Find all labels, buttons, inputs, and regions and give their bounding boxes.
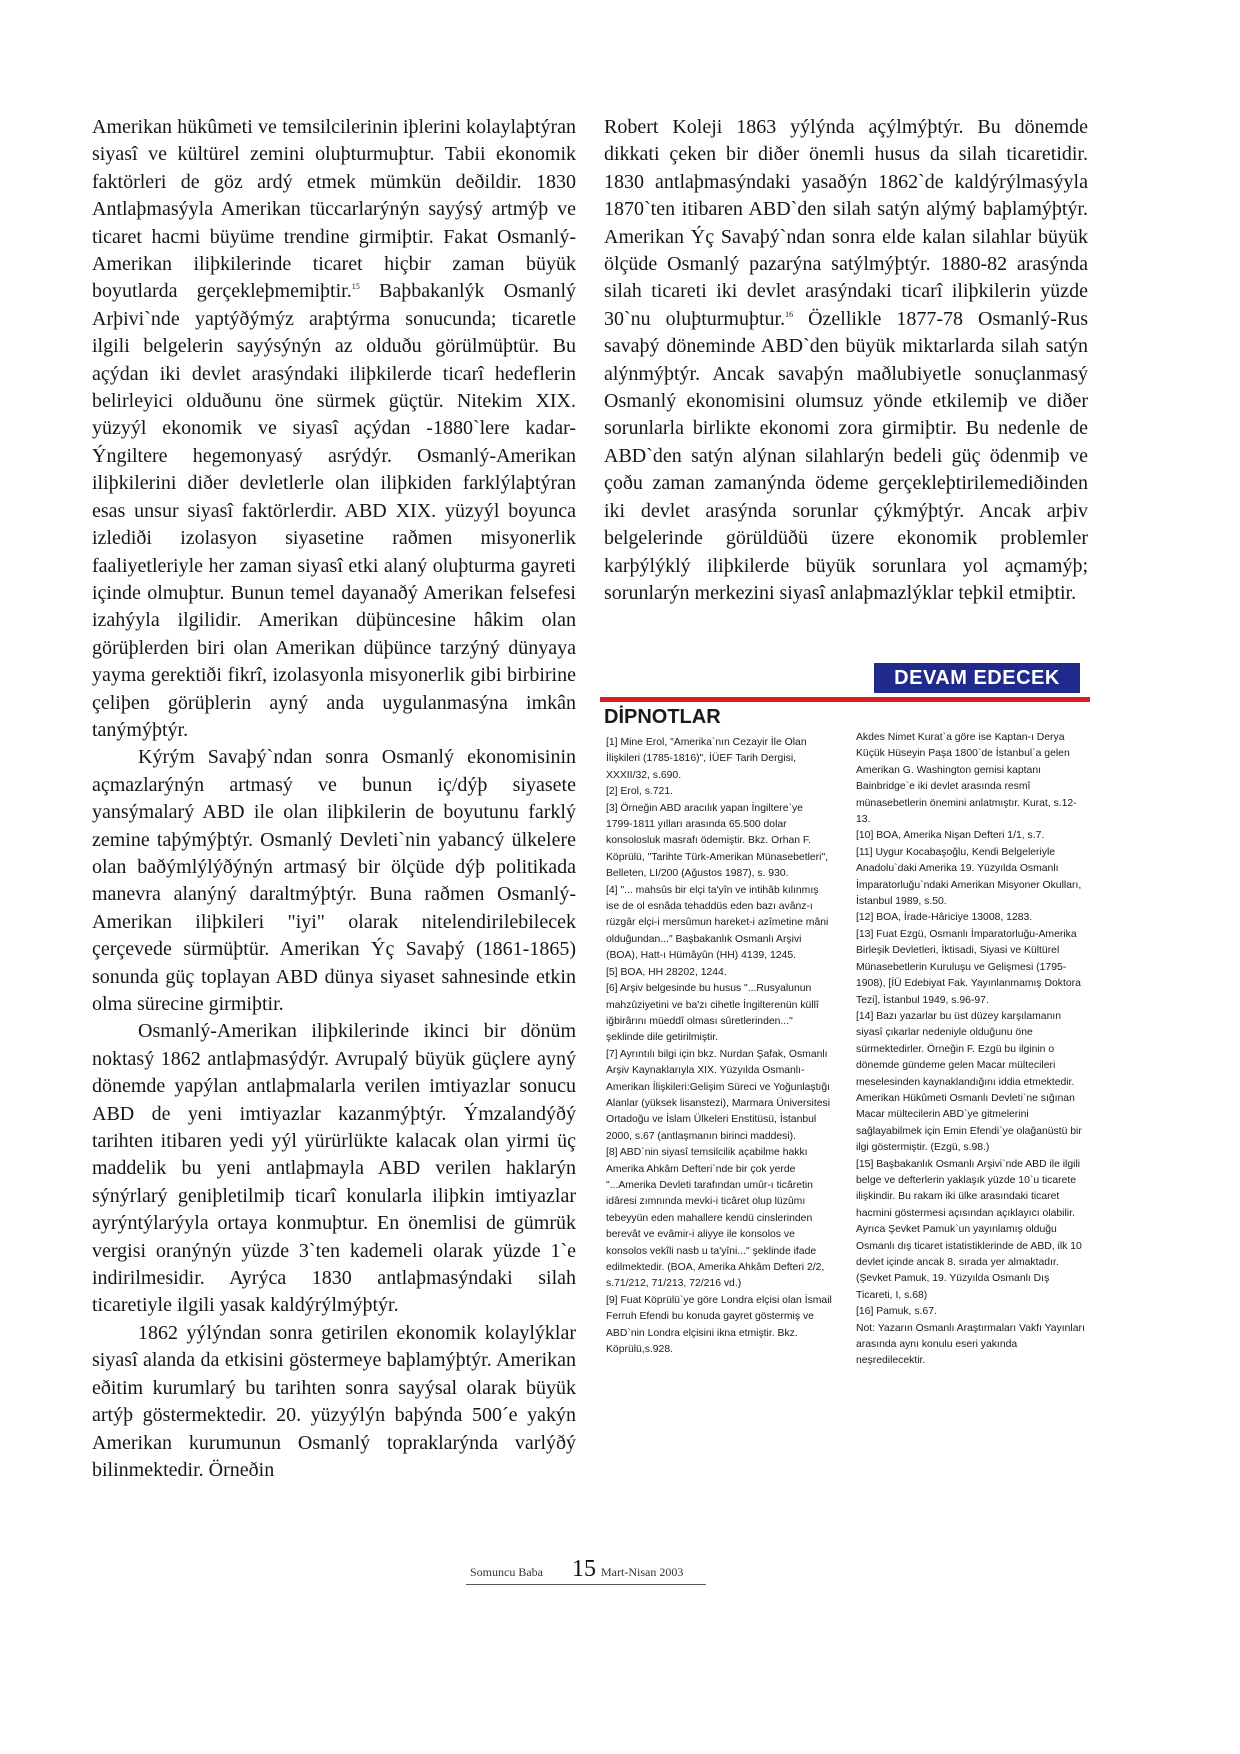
footnotes-heading: DİPNOTLAR bbox=[604, 706, 721, 728]
footer-issue-date: Mart-Nisan 2003 bbox=[601, 1565, 684, 1579]
footnote-item: [5] BOA, HH 28202, 1244. bbox=[606, 966, 727, 978]
page-number: 15 bbox=[572, 1556, 596, 1582]
article-paragraph-4: 1862 yýlýndan sonra getirilen ekonomik kolaylýklar siyasî alanda da etkisini göstermeye baþlamýþtýr. Amerikan eðitim kurumlarý bu tarihten sonra sayýsal olarak büyük artýþ göstermektedir. 20. yüzyýlýn baþýnda 500´e yakýn Amerikan kurumunun Osmanlý topraklarýnda varlýðý bilinmektedir. Örneðin bbox=[92, 1321, 576, 1481]
section-divider bbox=[600, 697, 1090, 702]
footnote-item: [15] Başbakanlık Osmanlı Arşivi`nde ABD ile ilgili belge ve defterlerin yaklaşık yüzde 10`u ticarete ilişkindir. Bu rakam iki ülke arasındaki ticaret hacmini göstermesi açısından açıklayıcı olabilir. Ayrıca Şevket Pamuk`un yayınlamış olduğu Osmanlı dış ticaret istatistiklerinde de ABD, ilk 10 devlet içinde ancak 8. sırada yer almaktadır. (Şevket Pamuk, 19. Yüzyılda Osmanlı Dış Ticareti, I, s.68) bbox=[856, 1158, 1082, 1301]
footer-magazine-name: Somuncu Baba bbox=[470, 1565, 543, 1579]
article-paragraph-1 bbox=[92, 114, 576, 744]
footnote-item: [8] ABD`nin siyasî temsilcilik açabilme hakkı Amerika Ahkâm Defteri`nde bir çok yerde bbox=[606, 1147, 808, 1175]
continued-banner: DEVAM EDECEK bbox=[874, 663, 1080, 693]
paragraph-1-text: Amerikan hükûmeti ve temsilcilerinin iþlerini kolaylaþtýran siyasî ve kültürel zemini oluþturmuþtur. Tabii ekonomik faktörleri de göz ardý etmek mümkün deðildir. 1830 Antlaþmasýyla Amerikan tüccarlarýnýn sayýsý artmýþ ve ticaret hacmi büyüme trendine girmiþtir. Fakat Osmanlý-Amerikan iliþkilerinde ticaret hiçbir zaman büyük boyutlarda gerçekleþmemiþtir. bbox=[92, 116, 576, 303]
footnote-ref-15[interactable]: 15 bbox=[351, 282, 360, 292]
footnote-item: [4] "... mahsûs bir elçi ta'yîn ve intihâb kılınmış ise de ol esnâda tehaddüs eden bazı avânz-ı rüzgâr elçi-i mersûmun hareket-i azîmetine mâni olduğundan..." Başbakanlık Osmanlı Arşivi (BOA), Hatt-ı Hümâyûn (HH) 4139, 1245. bbox=[606, 884, 829, 962]
footnote-item: Not: Yazarın Osmanlı Araştırmaları Vakfı Yayınları arasında aynı konulu eseri yakında neşredilecektir. bbox=[856, 1322, 1085, 1367]
footnote-item: [9] Fuat Köprülü`ye göre Londra elçisi olan İsmail Ferruh Efendi bu konuda gayret göstermiş ve ABD`nin Londra elçisini ikna etmiştir. Bkz. Köprülü,s.928. bbox=[606, 1294, 832, 1356]
footer-rule bbox=[466, 1584, 706, 1585]
article-paragraph-3: Osmanlý-Amerikan iliþkilerinde ikinci bir dönüm noktasý 1862 antlaþmasýdýr. Avrupalý büyük güçlere ayný dönemde yapýlan antlaþmalarla verilen imtiyazlar sonucu ABD de yeni imtiyazlar kazanmýþtýr. Ýmzalandýðý tarihten itibaren yedi yýl yürürlükte kalacak olan yirmi üç maddelik bu yeni antlaþmayla ABD verilen haklarýn sýnýrlarý geniþletilmiþ ticarî konularla iliþkin imtiyazlar ayrýntýlarýyla ortaya konmuþtur. En önemlisi de gümrük vergisi oranýnýn yüzde 3`ten kademeli olarak yüzde 1`e indirilmesidir. Ayrýca 1830 antlaþmasýndaki silah ticaretiyle ilgili yasak kaldýrýlmýþtýr. bbox=[92, 1020, 576, 1317]
footnote-item: [6] Arşiv belgesinde bu husus "...Rusyalunun mahzûziyetini ve ba'zı cihetle İngilterenün küllî iğbirârını müeddî olması sûretlerinden..." şeklinde dile getirilmiştir. bbox=[606, 983, 819, 1044]
footnote-item: [12] BOA, İrade-Hâriciye 13008, 1283. bbox=[856, 912, 1033, 924]
paragraph-5-text: Robert Koleji 1863 yýlýnda açýlmýþtýr. Bu dönemde dikkati çeken bir diðer önemli husus da silah ticaretidir. 1830 antlaþmasýndaki yasaðýn 1862`de kaldýrýlmasýyla 1870`ten itibaren ABD`den silah satýn alýmý baþlamýþtýr. Amerikan Ýç Savaþý`ndan sonra elde kalan silahlar büyük ölçüde Osmanlý pazarýna satýlmýþtýr. 1880-82 arasýnda silah ticareti iki devlet arasýndaki ticarî iliþkilerin yüzde 30`nu oluþturmuþtur. bbox=[604, 116, 1088, 330]
footnote-item: [16] Pamuk, s.67. bbox=[856, 1306, 937, 1318]
paragraph-1-continuation: Baþbakanlýk Osmanlý Arþivi`nde yaptýðýmýz araþtýrma sonucunda; ticaretle ilgili belgelerin sayýsýnýn az olduðu görülmüþtür. Bu açýdan iki devlet arasýndaki iliþkilerde ticarî hedeflerin belirleyici olduðunu öne sürmek güçtür. Nitekim XIX. yüzyýl ekonomik ve siyasî açýdan -1880`lere kadar- Ýngiltere hegemonyasý asrýdýr. Osmanlý-Amerikan iliþkilerini diðer devletlerle olan iliþkiden farklýlaþtýran esas unsur siyasî faktörlerdir. ABD XIX. yüzyýl boyunca izlediði izolasyon siyasetine raðmen misyonerlik faaliyetleriyle her zaman siyasî etki alaný oluþturma gayreti içinde olmuþtur. Bunun temel dayanaðý Amerikan felsefesi izahýyla ilgilidir. Amerikan düþüncesine hâkim olan görüþlerden biri olan Amerikan düþünce tarzýný dünyaya yayma gerektiði fikrî, izolasyonla misyonerlik gibi birbirine çeliþen görüþlerin ayný anda uygulanmasýna imkân tanýmýþtýr. bbox=[92, 280, 576, 741]
article-paragraph-5 bbox=[604, 114, 1088, 607]
footnote-item: "...Amerika Devleti tarafından umûr-ı ticâretin idâresi zımnında mevki-i ticâret olup lüzûmı tebeyyün eden mahallere kendü cinslerinden berevât ve evâmir-i aliyye ile konsolos ve konsolos vekîli nasb u ta'yîni..." şeklinde ifade edilmektedir. (BOA, Amerika Ahkâm Defteri 2/2, s.71/212, 71/213, 72/216 vd.) bbox=[606, 1179, 825, 1290]
footnote-item: Akdes Nimet Kurat`a göre ise Kaptan-ı Derya Küçük Hüseyin Paşa 1800`de İstanbul`a gelen Amerikan G. Washington gemisi kaptanı Bainbridge`e iki devlet arasında resmî münasebetlerin önemini anlatmıştır. Kurat, s.12-13. bbox=[856, 732, 1077, 826]
footnote-item: [1] Mine Erol, "Amerika`nın Cezayir İle Olan İlişkileri (1785-1816)", İÜEF Tarih Dergisi, XXXII/32, s.690. bbox=[606, 737, 807, 781]
article-left-column bbox=[92, 114, 576, 1484]
footnote-item: [11] Uygur Kocabaşoğlu, Kendi Belgeleriyle Anadolu`daki Amerika 19. Yüzyılda Osmanlı İmparatorluğu`ndaki Amerikan Misyoner Okulları, İstanbul 1989, s.50. bbox=[856, 846, 1082, 908]
footnote-item: [14] Bazı yazarlar bu üst düzey karşılamanın siyasî çıkarlar nedeniyle olduğunu öne sürmektedirler. Örneğin F. Ezgü bu ilginin o dönemde gündeme gelen Macar mültecileri meselesinden kaynaklandığını iddia etmektedir. Amerikan Hükûmeti Osmanlı Devleti`ne sığınan Macar mültecilerin ABD`ye gitmelerini sağlayabilmek için Emin Efendi`ye olağanüstü bir ilgi göstermiştir. (Ezgü, s.98.) bbox=[856, 1010, 1082, 1154]
footnotes-column-1 bbox=[606, 735, 832, 1358]
footnote-item: [7] Ayrıntılı bilgi için bkz. Nurdan Şafak, Osmanlı Arşiv Kaynaklarıyla XIX. Yüzyılda Osmanlı-Amerikan İlişkileri:Gelişim Süreci ve Yoğunlaştığı Alanlar (yüksek lisanstezi), Marmara Üniversitesi Ortadoğu ve İslam Ülkeleri Enstitüsü, İstanbul 2000, s.67 (antlaşmanın birinci maddesi). bbox=[606, 1048, 831, 1142]
article-right-column bbox=[604, 114, 1088, 607]
footnote-item: [10] BOA, Amerika Nişan Defteri 1/1, s.7. bbox=[856, 830, 1045, 842]
paragraph-5-continuation: Özellikle 1877-78 Osmanlý-Rus savaþý döneminde ABD`den büyük miktarlarda silah satýn alýnmýþtýr. Ancak savaþýn maðlubiyetle sonuçlanmasý Osmanlý ekonomisini olumsuz yönde etkilemiþ ve diðer sorunlarla birlikte ekonomi zora girmiþtir. Bu nedenle de ABD`den satýn alýnan silahlarýn bedeli güç ödenmiþ ve çoðu zaman zamanýnda ödeme gerçekleþtirilemediðinden iki devlet arasýnda sorunlar çýkmýþtýr. Ancak arþiv belgelerinde görüldüðü üzere ekonomik problemler karþýlýklý iliþkilerde büyük sorunlara yol açmamýþ; sorunlarýn merkezini siyasî anlaþmazlýklar teþkil etmiþtir. bbox=[604, 307, 1088, 604]
footnote-item: [2] Erol, s.721. bbox=[606, 786, 673, 798]
article-paragraph-2: Kýrým Savaþý`ndan sonra Osmanlý ekonomisinin açmazlarýnýn artmasý ve bunun iç/dýþ siyasete yansýmalarý ABD ile olan iliþkilerin de boyutunu farklý zemine taþýmýþtýr. Osmanlý Devleti`nin yabancý ülkelere olan baðýmlýlýðýnýn artmasý bir ölçüde dýþ politikada manevra alanýný daraltmýþtýr. Buna raðmen Osmanlý-Amerikan iliþkileri "iyi" olarak nitelendirilebilecek çerçevede sürmüþtür. Amerikan Ýç Savaþý (1861-1865) sonunda güç toplayan ABD dünya siyaset sahnesinde etkin olma sürecine girmiþtir. bbox=[92, 746, 576, 1015]
footnote-item: [3] Örneğin ABD aracılık yapan İngiltere`ye 1799-1811 yılları arasında 65.500 dolar konsolosluk masrafı ödemiştir. Bkz. Orhan F. Köprülü, "Tarihte Türk-Amerikan Münasebetleri", Belleten, LI/200 (Ağustos 1987), s. 930. bbox=[606, 802, 829, 880]
footnote-item: [13] Fuat Ezgü, Osmanlı İmparatorluğu-Amerika Birleşik Devletleri, İktisadi, Siyasi ve Kültürel Münasebetlerin Kuruluşu ve Gelişmesi (1795-1908), [İÜ Edebiyat Fak. Yayınlanmamış Doktora Tezi], İstanbul 1949, s.96-97. bbox=[856, 928, 1081, 1006]
footnote-ref-16[interactable]: 16 bbox=[785, 309, 794, 319]
footnotes-column-2 bbox=[856, 730, 1086, 1370]
